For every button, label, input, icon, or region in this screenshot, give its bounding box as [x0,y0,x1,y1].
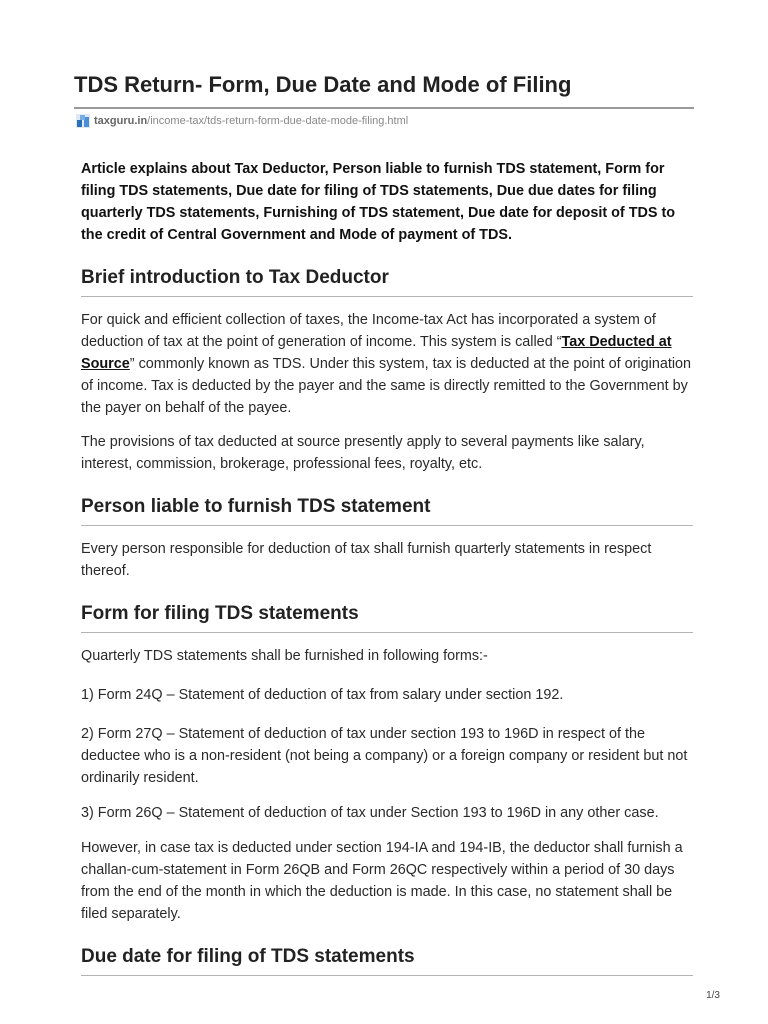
paragraph-tds-provisions: The provisions of tax deducted at source presently apply to several payments like salary, interest, commission, brokerage, professional fees, royalty, etc. [81,434,645,472]
list-item-form-26q: 3) Form 26Q – Statement of deduction of tax under Section 193 to 196D in any other case. [81,805,659,821]
list-item-form-27q: 2) Form 27Q – Statement of deduction of tax under section 193 to 196D in respect of the deductee who is a non-resident (not being a company) or a foreign company or resident but not ordinarily resident. [81,726,688,786]
page-number: 1/3 [706,990,720,1001]
source-site[interactable]: taxguru.in [94,115,148,127]
paragraph-person-liable: Every person responsible for deduction of tax shall furnish quarterly statements in respect thereof. [81,541,652,579]
paragraph-tax-deductor-intro [81,309,693,419]
list-item-form-24q: 1) Form 24Q – Statement of deduction of tax from salary under section 192. [81,687,564,703]
source-path[interactable]: /income-tax/tds-return-form-due-date-mode-filing.html [147,115,409,127]
paragraph-text: ” commonly known as TDS. Under this system, tax is deducted at the point of origination of income. Tax is deducted by the payer and the same is directly remitted to the Government by the payer on behalf of the payee. [81,356,692,416]
paragraph-194ia-exception: However, in case tax is deducted under section 194-IA and 194-IB, the deductor shall furnish a challan-cum-statement in Form 26QB and Form 26QC respectively within a period of 30 days from the end of the month in which the deduction is made. In this case, no statement shall be filed separately. [81,840,683,922]
page-title: TDS Return- Form, Due Date and Mode of Filing [74,72,572,97]
section-heading-person-liable: Person liable to furnish TDS statement [81,495,693,526]
paragraph-text: For quick and efficient collection of taxes, the Income-tax Act has incorporated a system of deduction of tax at the point of generation of income. This system is called “ [81,312,656,350]
source-url[interactable] [76,114,408,128]
section-heading-tax-deductor: Brief introduction to Tax Deductor [81,266,693,297]
site-favicon-icon [76,114,90,128]
section-heading-forms: Form for filing TDS statements [81,602,693,633]
tax-deducted-at-source-link[interactable]: Tax Deducted at Source [81,334,672,372]
article-summary: Article explains about Tax Deductor, Person liable to furnish TDS statement, Form for filing TDS statements, Due date for filing of TDS statements, Due due dates for filing quarterly TDS statements, Furnishing of TDS statement, Due date for deposit of TDS to the credit of Central Government and Mode of payment of TDS. [81,161,676,243]
section-heading-due-date: Due date for filing of TDS statements [81,945,693,976]
title-divider [74,107,694,109]
paragraph-forms-intro: Quarterly TDS statements shall be furnished in following forms:- [81,648,488,664]
article-body [81,158,693,976]
